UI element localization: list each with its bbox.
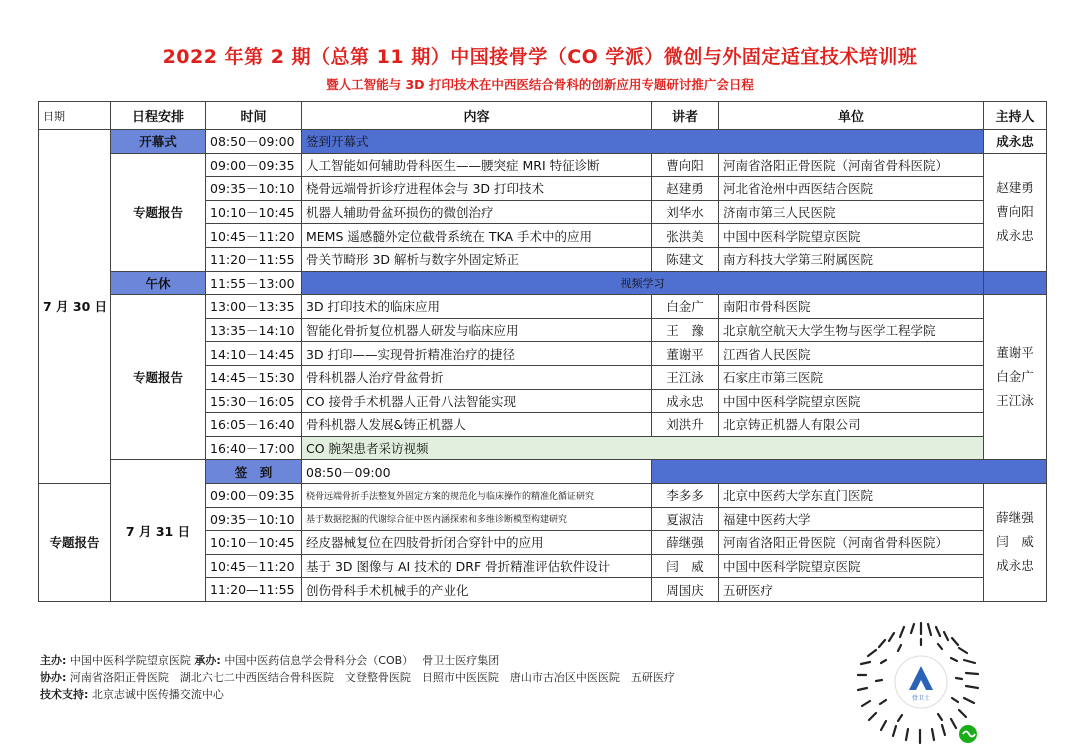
row-content: 3D 打印技术的临床应用	[302, 295, 652, 319]
table-row	[39, 295, 1047, 319]
mini-program-qr-code[interactable]	[856, 618, 986, 748]
footer-host-label: 主办:	[40, 654, 67, 667]
row-speaker: 张洪美	[652, 224, 719, 248]
day2-session-label: 专题报告	[39, 483, 111, 601]
row-speaker: 刘洪升	[652, 413, 719, 437]
row-time: 10:10－10:45	[206, 200, 302, 224]
table-header-row	[39, 102, 1047, 130]
session1-label: 专题报告	[111, 153, 206, 271]
row-content: 骨科机器人治疗骨盆骨折	[302, 365, 652, 389]
row-speaker: 赵建勇	[652, 177, 719, 201]
row-time: 11:20—11:55	[206, 578, 302, 602]
day1-date: 7 月 30 日	[39, 130, 111, 484]
row-content: 基于 3D 图像与 AI 技术的 DRF 骨折精准评估软件设计	[302, 554, 652, 578]
video-time: 16:40－17:00	[206, 436, 302, 460]
row-time: 09:35－10:10	[206, 177, 302, 201]
host-name: 薛继强	[996, 510, 1034, 526]
session2-host	[984, 295, 1047, 460]
row-content: 创伤骨科手术机械手的产业化	[302, 578, 652, 602]
video-content: CO 腕架患者采访视频	[302, 436, 984, 460]
lunch-content: 视频学习	[302, 271, 984, 295]
row-content: 骨关节畸形 3D 解析与数字外固定矫正	[302, 247, 652, 271]
lunch-time: 11:55－13:00	[206, 271, 302, 295]
qr-logo-text: 骨卫士	[911, 695, 931, 702]
row-speaker: 董谢平	[652, 342, 719, 366]
host-name: 白金广	[996, 369, 1034, 385]
lunch-label: 午休	[111, 271, 206, 295]
signin-content	[652, 460, 1047, 484]
row-content: 智能化骨折复位机器人研发与临床应用	[302, 318, 652, 342]
footer-coorganizers	[40, 669, 675, 685]
footer-tech-label: 技术支持:	[40, 688, 89, 701]
row-time: 10:10－10:45	[206, 531, 302, 555]
host-name: 闫 威	[996, 534, 1034, 550]
row-unit: 五研医疗	[719, 578, 984, 602]
row-unit: 江西省人民医院	[719, 342, 984, 366]
footer-undertake-label: 承办:	[194, 654, 221, 667]
row-time: 09:35－10:10	[206, 507, 302, 531]
opening-label: 开幕式	[111, 130, 206, 154]
row-time: 09:00－09:35	[206, 483, 302, 507]
opening-time: 08:50－09:00	[206, 130, 302, 154]
row-unit: 南阳市骨科医院	[719, 295, 984, 319]
row-content: 人工智能如何辅助骨科医生——腰突症 MRI 特征诊断	[302, 153, 652, 177]
footer-tech-text: 北京志诚中医传播交流中心	[91, 688, 224, 701]
row-content: 桡骨远端骨折手法整复外固定方案的规范化与临床操作的精准化循证研究	[302, 483, 652, 507]
row-speaker: 白金广	[652, 295, 719, 319]
host-name: 成永忠	[996, 228, 1034, 244]
page-title: 2022 年第 2 期（总第 11 期）中国接骨学（CO 学派）微创与外固定适宜技术培训班	[162, 46, 918, 68]
row-speaker: 薛继强	[652, 531, 719, 555]
header-unit: 单位	[719, 102, 984, 130]
row-speaker: 周国庆	[652, 578, 719, 602]
row-content: 经皮器械复位在四肢骨折闭合穿针中的应用	[302, 531, 652, 555]
day2-host	[984, 483, 1047, 601]
row-time: 10:45－11:20	[206, 554, 302, 578]
row-unit: 南方科技大学第三附属医院	[719, 247, 984, 271]
table-row	[39, 130, 1047, 154]
session2-label: 专题报告	[111, 295, 206, 460]
row-time: 14:45－15:30	[206, 365, 302, 389]
row-time: 11:20－11:55	[206, 247, 302, 271]
opening-content: 签到开幕式	[302, 130, 984, 154]
row-unit: 中国中医科学院望京医院	[719, 389, 984, 413]
header-agenda: 日程安排	[111, 102, 206, 130]
host-name: 董谢平	[996, 345, 1034, 361]
row-unit: 中国中医科学院望京医院	[719, 554, 984, 578]
row-speaker: 成永忠	[652, 389, 719, 413]
row-speaker: 陈建文	[652, 247, 719, 271]
footer-host: 中国中医科学院望京医院	[69, 654, 191, 667]
row-time: 16:05－16:40	[206, 413, 302, 437]
session1-host	[984, 153, 1047, 271]
row-content: 骨科机器人发展&铸正机器人	[302, 413, 652, 437]
row-time: 09:00－09:35	[206, 153, 302, 177]
footer-organizers	[40, 652, 499, 668]
row-content: 桡骨远端骨折诊疗进程体会与 3D 打印技术	[302, 177, 652, 201]
opening-host: 成永忠	[984, 130, 1047, 154]
row-unit: 北京铸正机器人有限公司	[719, 413, 984, 437]
row-unit: 福建中医药大学	[719, 507, 984, 531]
row-content: CO 接骨手术机器人正骨八法智能实现	[302, 389, 652, 413]
footer-coorg-label: 协办:	[40, 671, 67, 684]
row-speaker: 王 豫	[652, 318, 719, 342]
row-unit: 河南省洛阳正骨医院（河南省骨科医院）	[719, 531, 984, 555]
row-unit: 中国中医科学院望京医院	[719, 224, 984, 248]
page-subtitle: 暨人工智能与 3D 打印技术在中西医结合骨科的创新应用专题研讨推广会日程	[326, 77, 754, 92]
lunch-host-cell	[984, 271, 1047, 295]
row-content: 3D 打印——实现骨折精准治疗的捷径	[302, 342, 652, 366]
header-date: 日期	[39, 102, 111, 130]
row-content: MEMS 遥感髓外定位截骨系统在 TKA 手术中的应用	[302, 224, 652, 248]
row-unit: 石家庄市第三医院	[719, 365, 984, 389]
signin-label: 签 到	[206, 460, 302, 484]
row-content: 机器人辅助骨盆环损伤的微创治疗	[302, 200, 652, 224]
row-time: 13:00－13:35	[206, 295, 302, 319]
day2-date: 7 月 31 日	[111, 460, 206, 602]
schedule-table	[38, 101, 1047, 602]
row-unit: 河北省沧州中西医结合医院	[719, 177, 984, 201]
host-name: 成永忠	[996, 558, 1034, 574]
table-row	[39, 271, 1047, 295]
footer-tech	[40, 686, 224, 702]
row-speaker: 刘华水	[652, 200, 719, 224]
host-name: 赵建勇	[996, 180, 1034, 196]
row-speaker: 曹向阳	[652, 153, 719, 177]
row-speaker: 夏淑洁	[652, 507, 719, 531]
row-unit: 河南省洛阳正骨医院（河南省骨科医院）	[719, 153, 984, 177]
row-time: 14:10－14:45	[206, 342, 302, 366]
row-time: 13:35－14:10	[206, 318, 302, 342]
row-speaker: 闫 威	[652, 554, 719, 578]
row-time: 10:45－11:20	[206, 224, 302, 248]
row-content: 基于数据挖掘的代谢综合征中医内涵探索和多维诊断模型构建研究	[302, 507, 652, 531]
row-unit: 北京中医药大学东直门医院	[719, 483, 984, 507]
table-row	[39, 460, 1047, 484]
row-speaker: 李多多	[652, 483, 719, 507]
header-time: 时间	[206, 102, 302, 130]
footer-undertake: 中国中医药信息学会骨科分会（COB） 骨卫士医疗集团	[224, 654, 500, 667]
header-speaker: 讲者	[652, 102, 719, 130]
host-name: 王江泳	[996, 393, 1034, 409]
row-unit: 北京航空航天大学生物与医学工程学院	[719, 318, 984, 342]
row-time: 15:30－16:05	[206, 389, 302, 413]
header-content: 内容	[302, 102, 652, 130]
row-unit: 济南市第三人民医院	[719, 200, 984, 224]
table-row	[39, 153, 1047, 177]
row-speaker: 王江泳	[652, 365, 719, 389]
host-name: 曹向阳	[996, 204, 1034, 220]
header-host: 主持人	[984, 102, 1047, 130]
footer-coorg: 河南省洛阳正骨医院 湖北六七二中西医结合骨科医院 文登整骨医院 日照市中医医院 唐山市古冶区中医医院 五研医疗	[69, 671, 675, 684]
signin-time: 08:50－09:00	[302, 460, 652, 484]
